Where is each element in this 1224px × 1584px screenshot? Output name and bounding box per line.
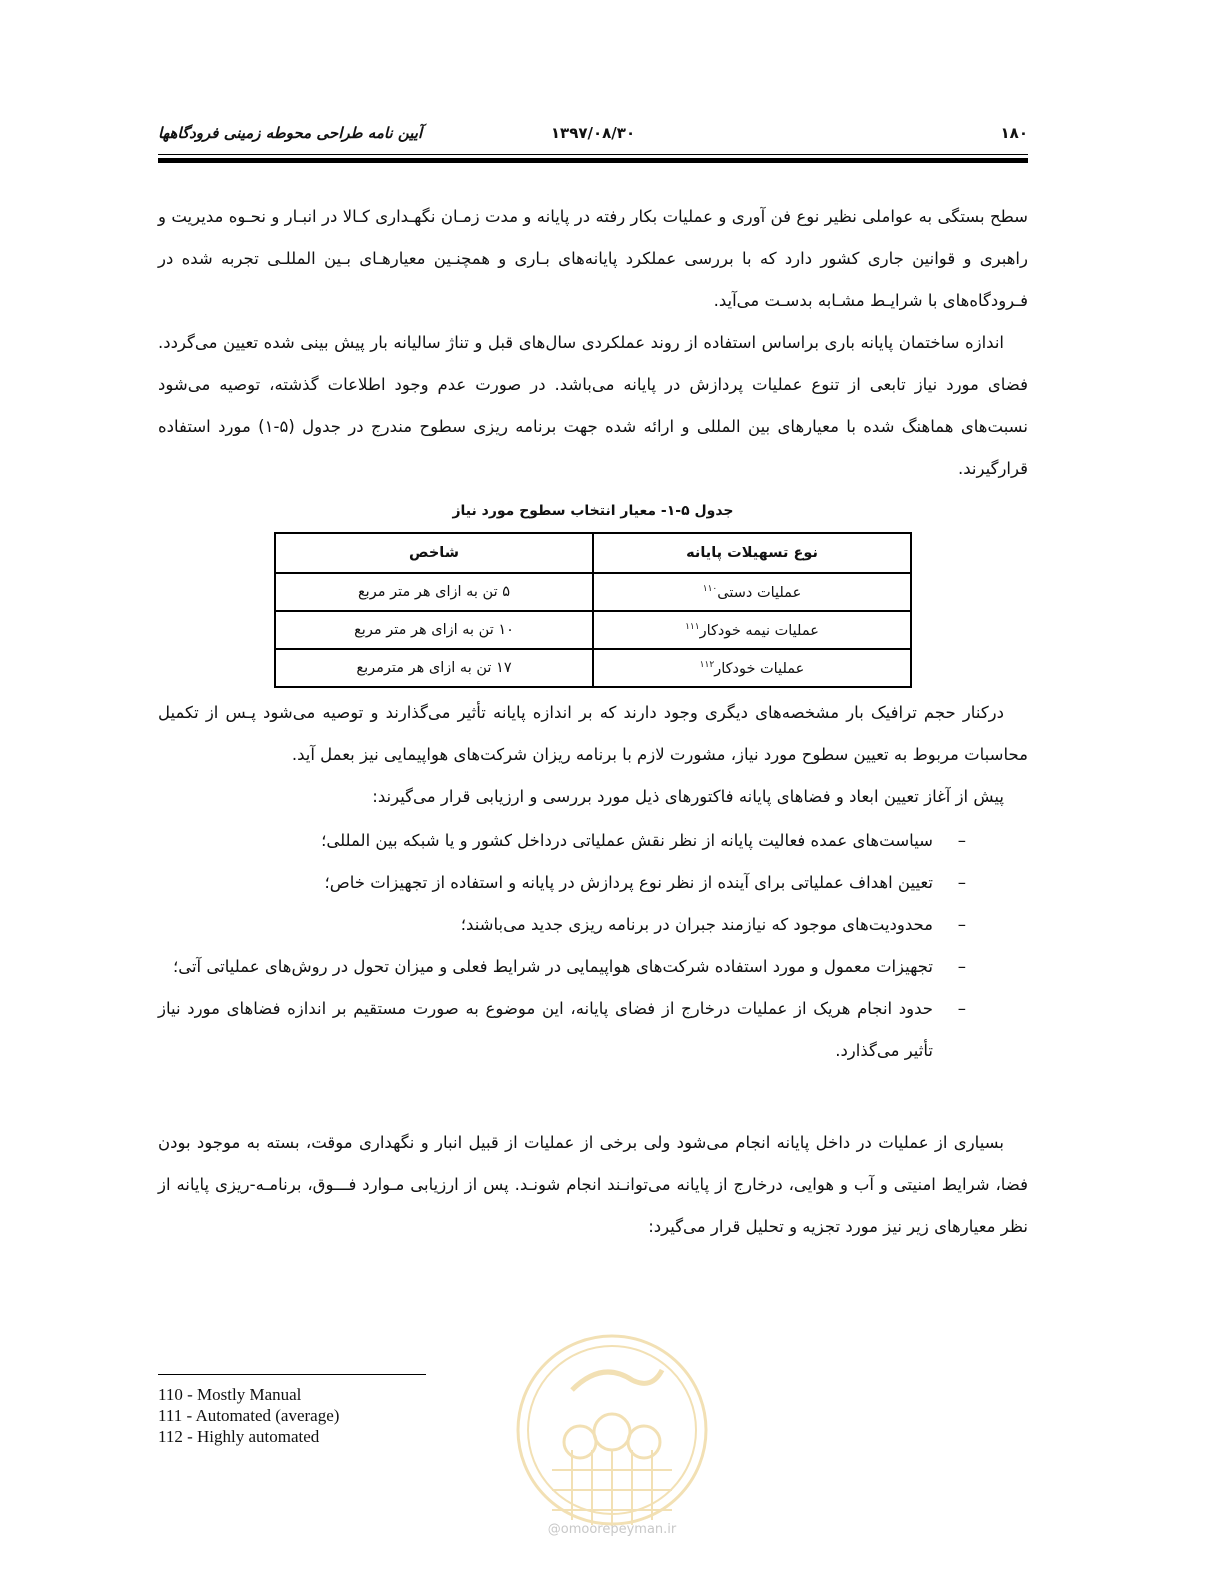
header-divider-thick [158, 158, 1028, 163]
list-item [158, 862, 1028, 904]
facility-type: عملیات نیمه خودکار [699, 622, 819, 639]
table-cell-type [593, 573, 911, 611]
list-item-text: تجهیزات معمول و مورد استفاده شرکت‌های هواپیمایی در شرایط فعلی و میزان تحول در روش‌های عملیاتی آتی؛ [172, 957, 933, 976]
footnotes [158, 1384, 339, 1447]
table-cell-value: ۵ تن به ازای هر متر مربع [275, 573, 593, 611]
table-row [275, 649, 911, 687]
list-item [158, 820, 1028, 862]
list-item-text: تعیین اهداف عملیاتی برای آینده از نظر نوع پردازش در پایانه و استفاده از تجهیزات خاص؛ [324, 873, 933, 892]
header-divider-thin [158, 154, 1028, 155]
post-table-text [158, 692, 1028, 818]
page-header [158, 118, 1028, 148]
table-caption: جدول ۵-۱- معیار انتخاب سطوح مورد نیاز [452, 503, 734, 519]
list-item [158, 988, 1028, 1072]
footnote-ref: ۱۱۱ [685, 621, 700, 632]
closing-text [158, 1122, 1028, 1248]
paragraph-2: اندازه ساختمان پایانه باری براساس استفاده از روند عملکردی سال‌های قبل و تناژ سالیانه بار پیش بینی شده تعیین می‌گردد. فضای مورد نیاز تابعی از تنوع عملیات پردازش در پایانه می‌باشد. در صورت عدم وجود اطلاعات گذشته، توصیه می‌شود نسبت‌های هماهنگ شده با معیارهای بین المللی و ارائه شده جهت برنامه ریزی سطوح مندرج در جدول (۵-۱) مورد استفاده قرارگیرند. [158, 333, 1028, 478]
paragraph-4: پیش از آغاز تعیین ابعاد و فضاهای پایانه فاکتورهای ذیل مورد بررسی و ارزیابی قرار می‌گیرند: [372, 787, 1004, 806]
footnote-112: 112 - Highly automated [158, 1427, 320, 1446]
list-dash: – [957, 831, 966, 850]
factors-list [158, 820, 1028, 1072]
table-cell-type [593, 649, 911, 687]
watermark-logo-icon [512, 1330, 712, 1530]
paragraph-1: سطح بستگی به عواملی نظیر نوع فن آوری و عملیات بکار رفته در پایانه و مدت زمـان نگهـداری کـالا در انبـار و نحـوه مدیریت و راهبری و قوانین جاری کشور دارد که با بررسی عملکرد پایانه‌های بـاری و همچنـین معیارهـای بـین المللـی تجربه شده در فـرودگاه‌های با شرایـط مشـابه بدسـت می‌آید. [158, 207, 1028, 310]
list-item-text: حدود انجام هریک از عملیات درخارج از فضای پایانه، این موضوع به صورت مستقیم بر اندازه فضاهای مورد نیاز تأثیر می‌گذارد. [158, 999, 933, 1060]
table-row [275, 573, 911, 611]
list-item-text: سیاست‌های عمده فعالیت پایانه از نظر نقش عملیاتی درداخل کشور و یا شبکه بین المللی؛ [321, 831, 933, 850]
table-cell-type [593, 611, 911, 649]
document-date: ۱۳۹۷/۰۸/۳۰ [550, 124, 636, 142]
footnote-ref: ۱۱۰ [702, 583, 718, 594]
page-number: ۱۸۰ [1000, 124, 1028, 142]
list-dash: – [957, 915, 966, 934]
table-row [275, 611, 911, 649]
table-cell-value: ۱۰ تن به ازای هر متر مربع [275, 611, 593, 649]
table-cell-value: ۱۷ تن به ازای هر مترمربع [275, 649, 593, 687]
table-header-row [275, 533, 911, 573]
facility-type: عملیات خودکار [714, 660, 805, 677]
footnote-110: 110 - Mostly Manual [158, 1385, 302, 1404]
list-item [158, 946, 1028, 988]
document-title: آیین نامه طراحی محوطه زمینی فرودگاهها [158, 124, 423, 142]
footnote-divider [158, 1374, 426, 1375]
list-dash: – [957, 873, 966, 892]
paragraph-3: درکنار حجم ترافیک بار مشخصه‌های دیگری وجود دارند که بر اندازه پایانه تأثیر می‌گذارند و توصیه می‌شود پـس از تکمیل محاسبات مربوط به تعیین سطوح مورد نیاز، مشورت لازم با برنامه ریزان شرکت‌های هواپیمایی نیز بعمل آید. [158, 703, 1028, 764]
intro-text [158, 196, 1028, 490]
footnote-ref: ۱۱۲ [699, 659, 715, 670]
table-header-type: نوع تسهیلات پایانه [593, 533, 911, 573]
watermark-url: @omoorepeyman.ir [547, 1522, 677, 1537]
list-item [158, 904, 1028, 946]
criteria-table [274, 532, 912, 688]
footnote-111: 111 - Automated (average) [158, 1406, 340, 1425]
list-dash: – [957, 957, 966, 976]
table-header-index: شاخص [275, 533, 593, 573]
list-item-text: محدودیت‌های موجود که نیازمند جبران در برنامه ریزی جدید می‌باشند؛ [460, 915, 933, 934]
paragraph-5: بسیاری از عملیات در داخل پایانه انجام می‌شود ولی برخی از عملیات از قبیل انبار و نگهداری موقت، بسته به موجود بودن فضا، شرایط امنیتی و آب و هوایی، درخارج از پایانه می‌توانـند انجام شونـد. پس از ارزیابی مـوارد فـــوق، برنامـه-ریزی پایانه از نظر معیارهای زیر نیز مورد تجزیه و تحلیل قرار می‌گیرد: [158, 1133, 1028, 1236]
list-dash: – [957, 999, 966, 1018]
facility-type: عملیات دستی [717, 584, 802, 601]
